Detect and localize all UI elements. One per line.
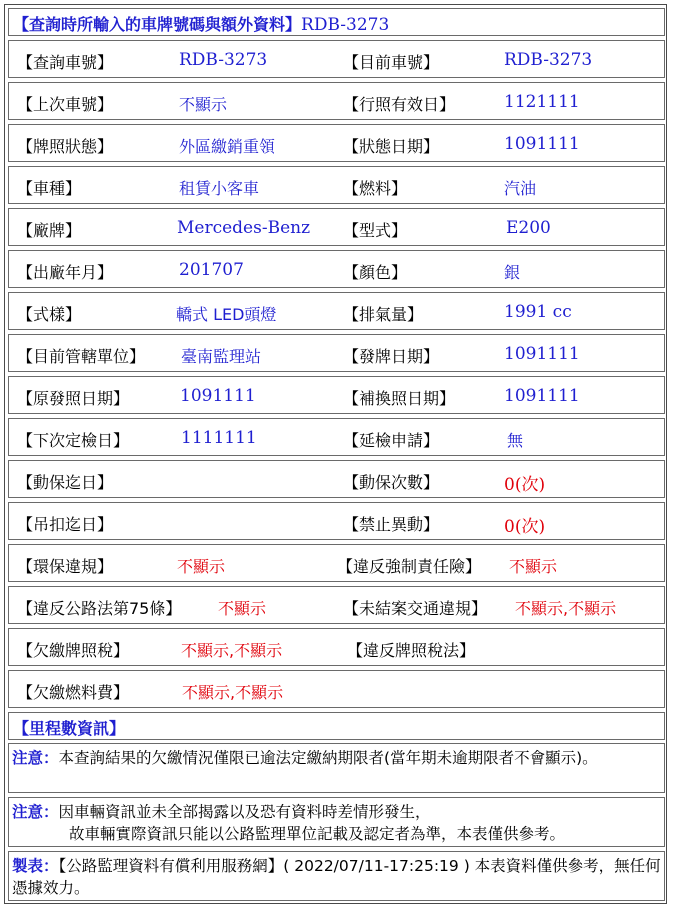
field-label: 【式樣】 <box>17 305 82 324</box>
maker-label: 製表： <box>12 857 59 875</box>
field-value: 1091111 <box>504 386 580 406</box>
field-value: 轎式 LED頭燈 <box>176 305 277 324</box>
field-label: 【吊扣迄日】 <box>17 515 114 534</box>
field-value: 0(次) <box>504 517 546 537</box>
field-label: 【補換照日期】 <box>343 389 456 408</box>
note-label: 注意： <box>12 803 59 821</box>
note-row <box>8 743 665 793</box>
info-row <box>8 82 665 120</box>
maker-row <box>8 851 665 901</box>
field-label: 【違反公路法第75條】 <box>17 599 182 618</box>
field-label: 【發牌日期】 <box>343 347 440 366</box>
field-value: 不顯示 <box>177 557 226 576</box>
field-label: 【目前管轄單位】 <box>17 347 146 366</box>
maker-text: 【公路監理資料有償利用服務網】( 2022/07/11-17:25:19 ) 本表資料僅供參考，無任何憑據效力。 <box>12 857 661 897</box>
info-row <box>8 250 665 288</box>
field-value: 不顯示,不顯示 <box>181 641 283 660</box>
field-label: 【顏色】 <box>343 263 408 282</box>
maker-note <box>12 855 661 899</box>
info-row <box>8 670 665 708</box>
info-row <box>8 334 665 372</box>
field-label: 【廠牌】 <box>17 221 82 240</box>
note-1 <box>12 747 661 769</box>
report-title: 【查詢時所輸入的車牌號碼與額外資料】RDB-3273 <box>13 15 390 35</box>
field-value: 臺南監理站 <box>181 347 262 366</box>
note-text: 故車輛實際資訊只能以公路監理單位記載及認定者為準，本表僅供參考。 <box>69 825 566 843</box>
info-row <box>8 502 665 540</box>
field-value: 1091111 <box>504 134 580 154</box>
field-value: 銀 <box>504 263 521 282</box>
field-value: 1091111 <box>504 344 580 364</box>
info-row <box>8 460 665 498</box>
info-row <box>8 586 665 624</box>
info-row <box>8 292 665 330</box>
field-value: 1111111 <box>181 428 257 448</box>
field-label: 【出廠年月】 <box>17 263 114 282</box>
field-label: 【排氣量】 <box>343 305 424 324</box>
field-label: 【欠繳牌照稅】 <box>17 641 130 660</box>
field-value: E200 <box>506 218 551 238</box>
field-value: Mercedes-Benz <box>177 218 311 238</box>
field-label: 【狀態日期】 <box>343 137 440 156</box>
info-row <box>8 376 665 414</box>
field-value: 不顯示 <box>179 95 228 114</box>
field-label: 【欠繳燃料費】 <box>17 683 130 702</box>
field-value: 0(次) <box>504 475 546 495</box>
field-label: 【動保次數】 <box>343 473 440 492</box>
field-label: 【車種】 <box>17 179 82 198</box>
field-label: 【環保違規】 <box>17 557 114 576</box>
field-label: 【目前車號】 <box>343 53 440 72</box>
field-label: 【行照有效日】 <box>343 95 456 114</box>
field-label: 【燃料】 <box>343 179 408 198</box>
title-row <box>8 8 665 36</box>
field-value: 1121111 <box>504 92 580 112</box>
note-label: 注意： <box>12 749 59 767</box>
field-label: 【延檢申請】 <box>343 431 440 450</box>
field-label: 【牌照狀態】 <box>17 137 114 156</box>
field-value: RDB-3273 <box>179 50 268 70</box>
mileage-header: 【里程數資訊】 <box>13 719 126 738</box>
field-label: 【型式】 <box>343 221 408 240</box>
field-value: 1991 cc <box>504 302 572 322</box>
field-value: 汽油 <box>504 179 537 198</box>
note-text: 本查詢結果的欠繳情況僅限已逾法定繳納期限者(當年期未逾期限者不會顯示)。 <box>58 749 598 767</box>
field-label: 【動保迄日】 <box>17 473 114 492</box>
field-label: 【違反強制責任險】 <box>337 557 482 576</box>
field-value: 不顯示 <box>509 557 558 576</box>
info-row <box>8 628 665 666</box>
field-label: 【違反牌照稅法】 <box>347 641 476 660</box>
field-label: 【上次車號】 <box>17 95 114 114</box>
mileage-row <box>8 712 665 740</box>
info-row <box>8 544 665 582</box>
field-value: 不顯示,不顯示 <box>515 599 617 618</box>
info-row <box>8 208 665 246</box>
note-2 <box>12 801 661 845</box>
field-value: RDB-3273 <box>504 50 593 70</box>
field-value: 不顯示,不顯示 <box>182 683 284 702</box>
field-value: 外區繳銷重領 <box>179 137 276 156</box>
info-row <box>8 166 665 204</box>
field-value: 租賃小客車 <box>179 179 260 198</box>
field-value: 不顯示 <box>218 599 267 618</box>
field-label: 【原發照日期】 <box>17 389 130 408</box>
note-text: 因車輛資訊並未全部揭露以及恐有資料時差情形發生， <box>58 803 431 821</box>
field-value: 201707 <box>179 260 244 280</box>
note-row <box>8 797 665 847</box>
field-label: 【禁止異動】 <box>343 515 440 534</box>
info-row <box>8 40 665 78</box>
info-row <box>8 418 665 456</box>
field-value: 1091111 <box>180 386 256 406</box>
field-label: 【查詢車號】 <box>17 53 114 72</box>
field-label: 【下次定檢日】 <box>17 431 130 450</box>
field-value: 無 <box>507 431 524 450</box>
info-row <box>8 124 665 162</box>
field-label: 【未結案交通違規】 <box>343 599 488 618</box>
